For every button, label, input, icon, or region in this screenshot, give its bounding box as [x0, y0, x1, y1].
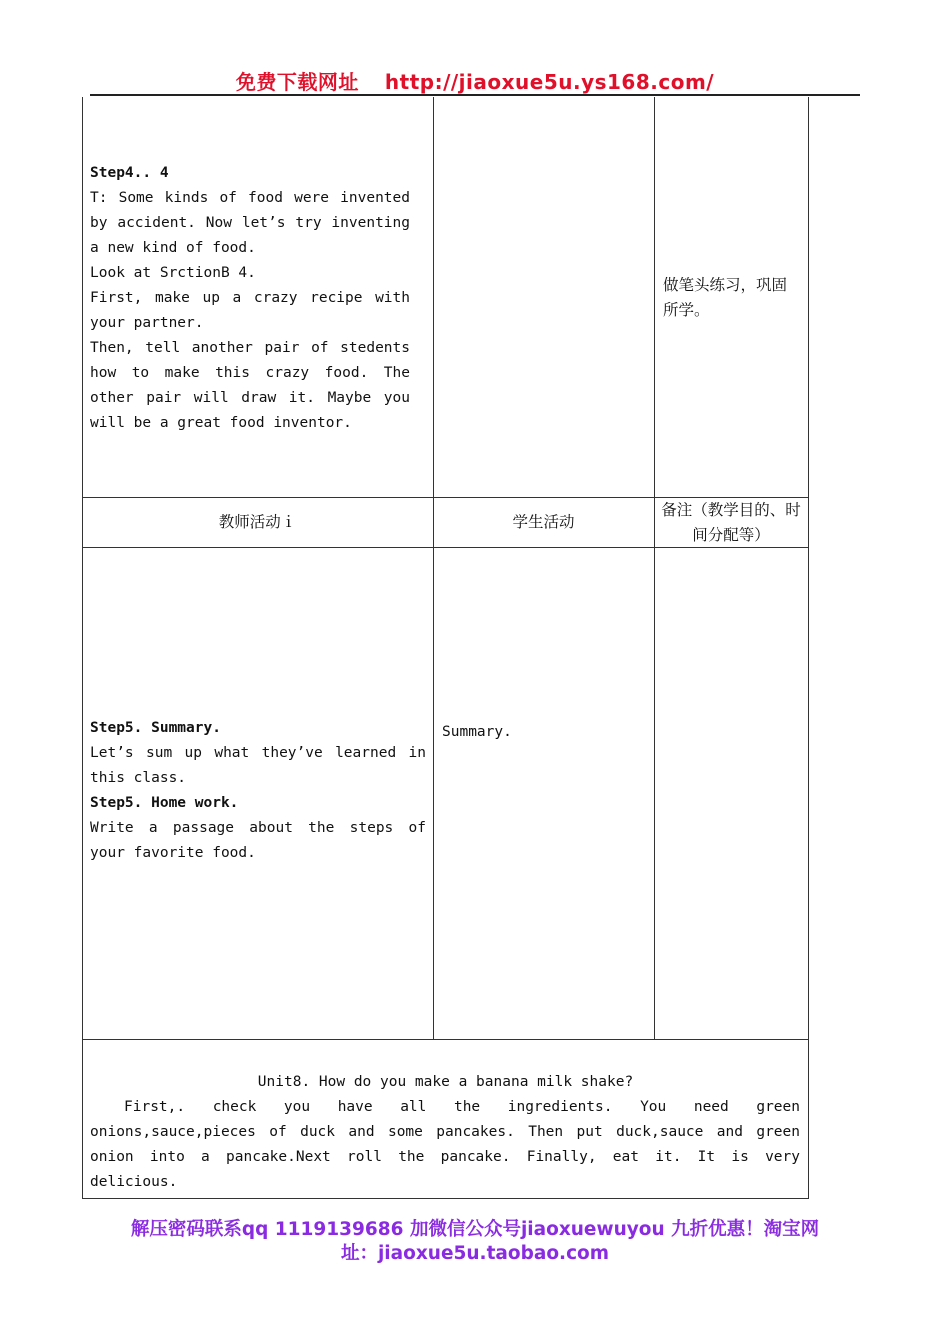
step4-line-3: First, make up a crazy recipe with your partner.: [90, 290, 410, 331]
page-footer: [0, 1218, 950, 1266]
header-notes: 备注（教学目的、时间分配等）: [661, 501, 801, 544]
step4-line-4: Then, tell another pair of stedents how to make this crazy food. The other pair will draw it. Maybe you will be a great food inventor.: [90, 340, 410, 431]
lesson-table: [82, 97, 809, 1199]
header-rule: [90, 94, 860, 96]
step5-cell: [90, 716, 426, 866]
homework-title: Step5. Home work.: [90, 795, 239, 811]
bottom-title: Unit8. How do you make a banana milk shake?: [257, 1074, 634, 1090]
column-divider-1: [433, 97, 434, 1040]
student-summary: Summary.: [442, 724, 512, 740]
step4-line-2: Look at SrctionB 4.: [90, 265, 256, 281]
bottom-paragraph-cell: [90, 1095, 800, 1195]
page-header: [0, 66, 950, 95]
header-url-link[interactable]: http://jiaoxue5u.ys168.com/: [384, 70, 715, 94]
bottom-paragraph: First,. check you have all the ingredients. You need green onions,sauce,pieces of duck and some pancakes. Then put duck,sauce and green onion into a pancake.Next roll the pancake. Finally, eat it. It is very delicious.: [90, 1099, 800, 1190]
table-border-bottom: [82, 1198, 809, 1199]
table-border-left: [82, 97, 83, 1199]
footer-line-1: 解压密码联系qq 1119139686 加微信公众号jiaoxuewuyou 九折优惠！淘宝网: [130, 1219, 820, 1240]
step5-text: Let’s sum up what they’ve learned in this class.: [90, 745, 426, 786]
column-divider-2: [654, 97, 655, 1040]
homework-text: Write a passage about the steps of your favorite food.: [90, 820, 426, 861]
header-site-name: 免费下载网址: [235, 70, 359, 94]
header-student-activity: 学生活动: [512, 513, 575, 531]
footer-line-2[interactable]: 址：jiaoxue5u.taobao.com: [340, 1243, 610, 1264]
step4-cell: [90, 161, 410, 436]
row1-notes: 做笔头练习，巩固所学。: [663, 276, 788, 319]
row-divider-3: [82, 1039, 809, 1040]
header-teacher-activity: 教师活动ｉ: [218, 513, 297, 531]
table-border-right: [808, 97, 809, 1199]
step5-title: Step5. Summary.: [90, 720, 221, 736]
step4-title: Step4.. 4: [90, 165, 169, 181]
step4-line-1: T: Some kinds of food were invented by accident. Now let’s try inventing a new kind of food.: [90, 190, 410, 256]
